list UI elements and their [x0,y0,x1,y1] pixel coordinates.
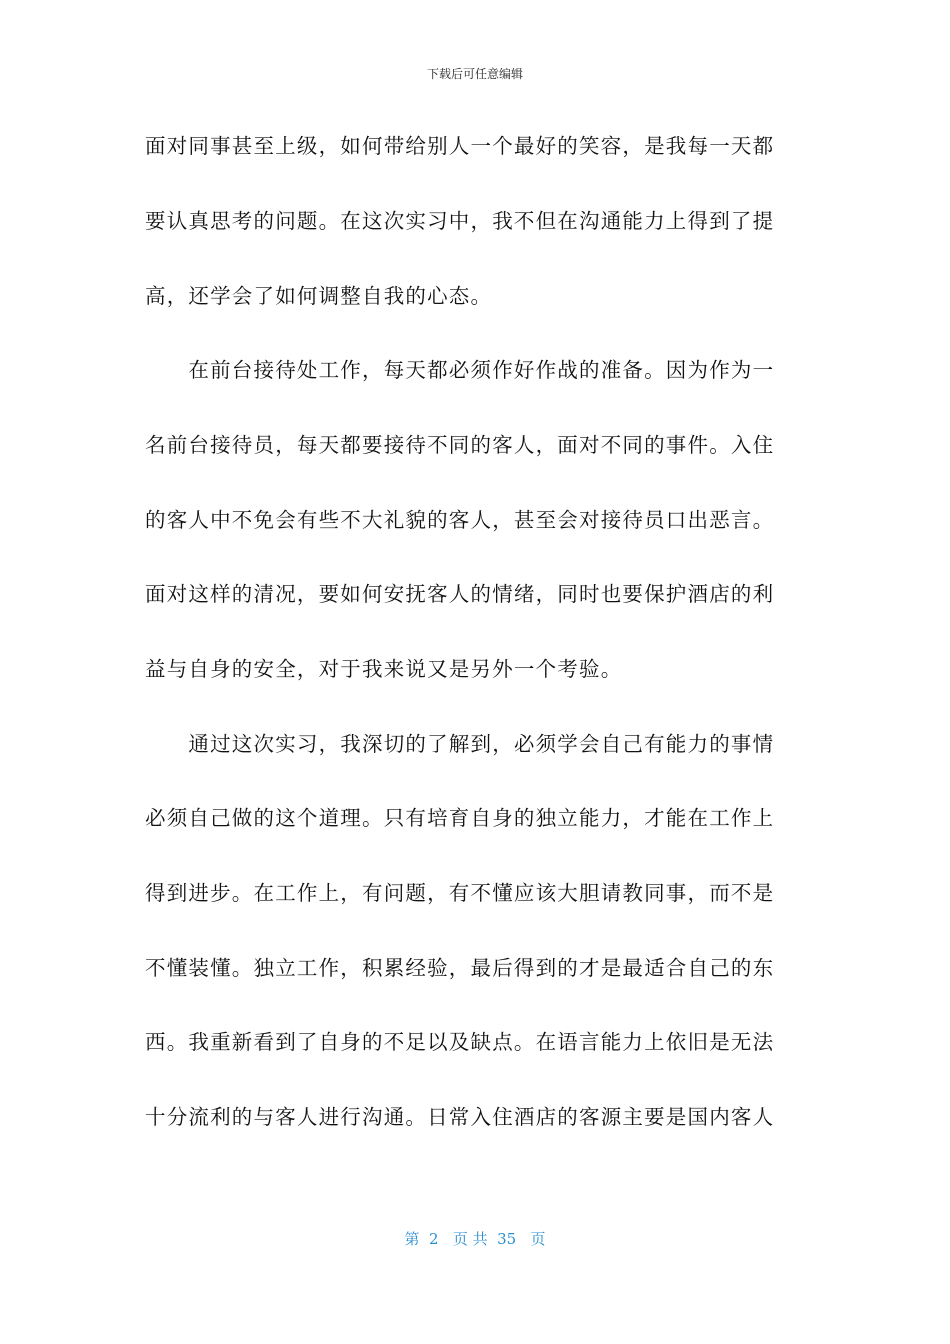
text-line: 西。我重新看到了自身的不足以及缺点。在语言能力上依旧是无法 [145,1030,775,1054]
text-line: 不懂装懂。独立工作，积累经验，最后得到的才是最适合自己的东 [145,956,775,980]
text-line: 益与自身的安全，对于我来说又是另外一个考验。 [145,657,623,681]
text-line: 通过这次实习，我深切的了解到，必须学会自己有能力的事情 [145,732,775,756]
text-line: 在前台接待处工作，每天都必须作好作战的准备。因为作为一 [145,358,775,382]
text-line: 十分流利的与客人进行沟通。日常入住酒店的客源主要是国内客人 [145,1105,775,1129]
text-line: 的客人中不免会有些不大礼貌的客人，甚至会对接待员口出恶言。 [145,508,775,532]
text-line: 面对同事甚至上级，如何带给别人一个最好的笑容，是我每一天都 [145,134,775,158]
text-line: 必须自己做的这个道理。只有培育自身的独立能力，才能在工作上 [145,806,775,830]
text-line: 要认真思考的问题。在这次实习中，我不但在沟通能力上得到了提 [145,209,775,233]
page-header: 下载后可任意编辑 [426,67,523,81]
text-line: 面对这样的清况，要如何安抚客人的情绪，同时也要保护酒店的利 [145,582,775,606]
text-line: 高，还学会了如何调整自我的心态。 [145,284,493,308]
text-line: 得到进步。在工作上，有问题，有不懂应该大胆请教同事，而不是 [145,881,775,905]
page-number-footer: 第 2 页 共 35 页 [404,1230,546,1248]
text-line: 名前台接待员，每天都要接待不同的客人，面对不同的事件。入住 [145,433,775,457]
